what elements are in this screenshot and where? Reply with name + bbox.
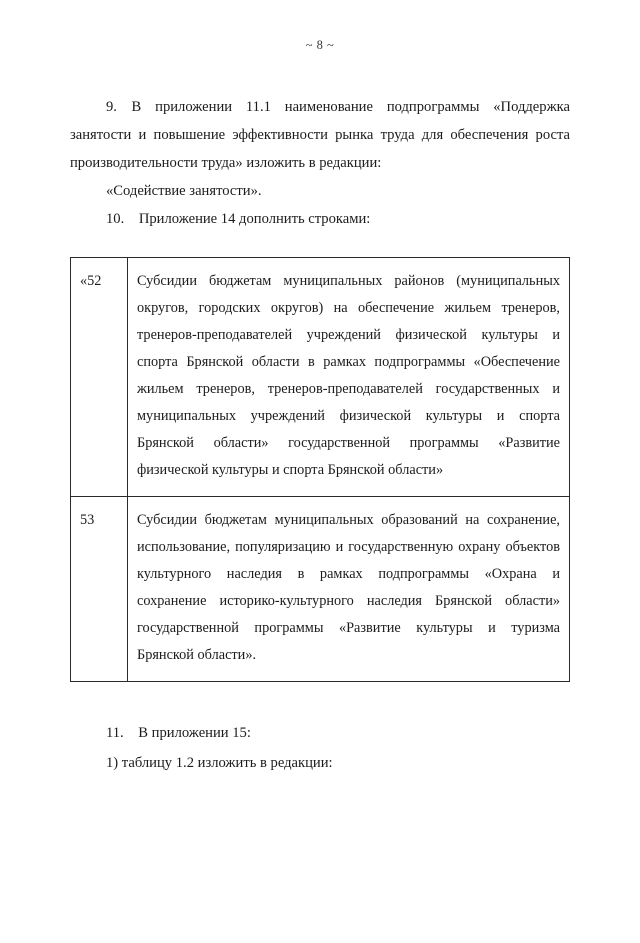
appendix-table [70,257,570,682]
paragraph-item-11: 11. В приложении 15: [106,725,251,741]
table-row [71,258,570,497]
page-number: ~ 8 ~ [305,38,335,52]
paragraph-item-9: 9. В приложении 11.1 наименование подпрограммы «Поддержка занятости и повышение эффективности рынка труда для обеспечения роста производительности труда» изложить в редакции: [70,99,570,171]
table-cell-text: Субсидии бюджетам муниципальных образований на сохранение, использование, популяризацию и государственную охрану объектов культурного наследия в рамках подпрограммы «Охрана и сохранение историко-культурного наследия Брянской области» государственной программы «Развитие культуры и туризма Брянской области». [128,497,570,682]
document-page [0,38,640,943]
paragraph-quote-9: «Содействие занятости». [106,183,262,199]
paragraph-item-10: 10. Приложение 14 дополнить строками: [106,211,371,227]
tail-section [70,718,570,778]
table-body [71,258,570,682]
paragraph-item-11-1: 1) таблицу 1.2 изложить в редакции: [106,755,333,771]
table-cell-text: Субсидии бюджетам муниципальных районов (муниципальных округов, городских округов) на обеспечение жильем тренеров, тренеров-преподавателей учреждений физической культуры и спорта Брянской области в рамках подпрограммы «Обеспечение жильем тренеров, тренеров-преподавателей государственных и муниципальных учреждений физической культуры и спорта Брянской области» государственной программы «Развитие физической культуры и спорта Брянской области» [128,258,570,497]
table-cell-number: 53 [71,497,128,682]
document-body [70,53,570,778]
table-cell-number: «52 [71,258,128,497]
table-row [71,497,570,682]
